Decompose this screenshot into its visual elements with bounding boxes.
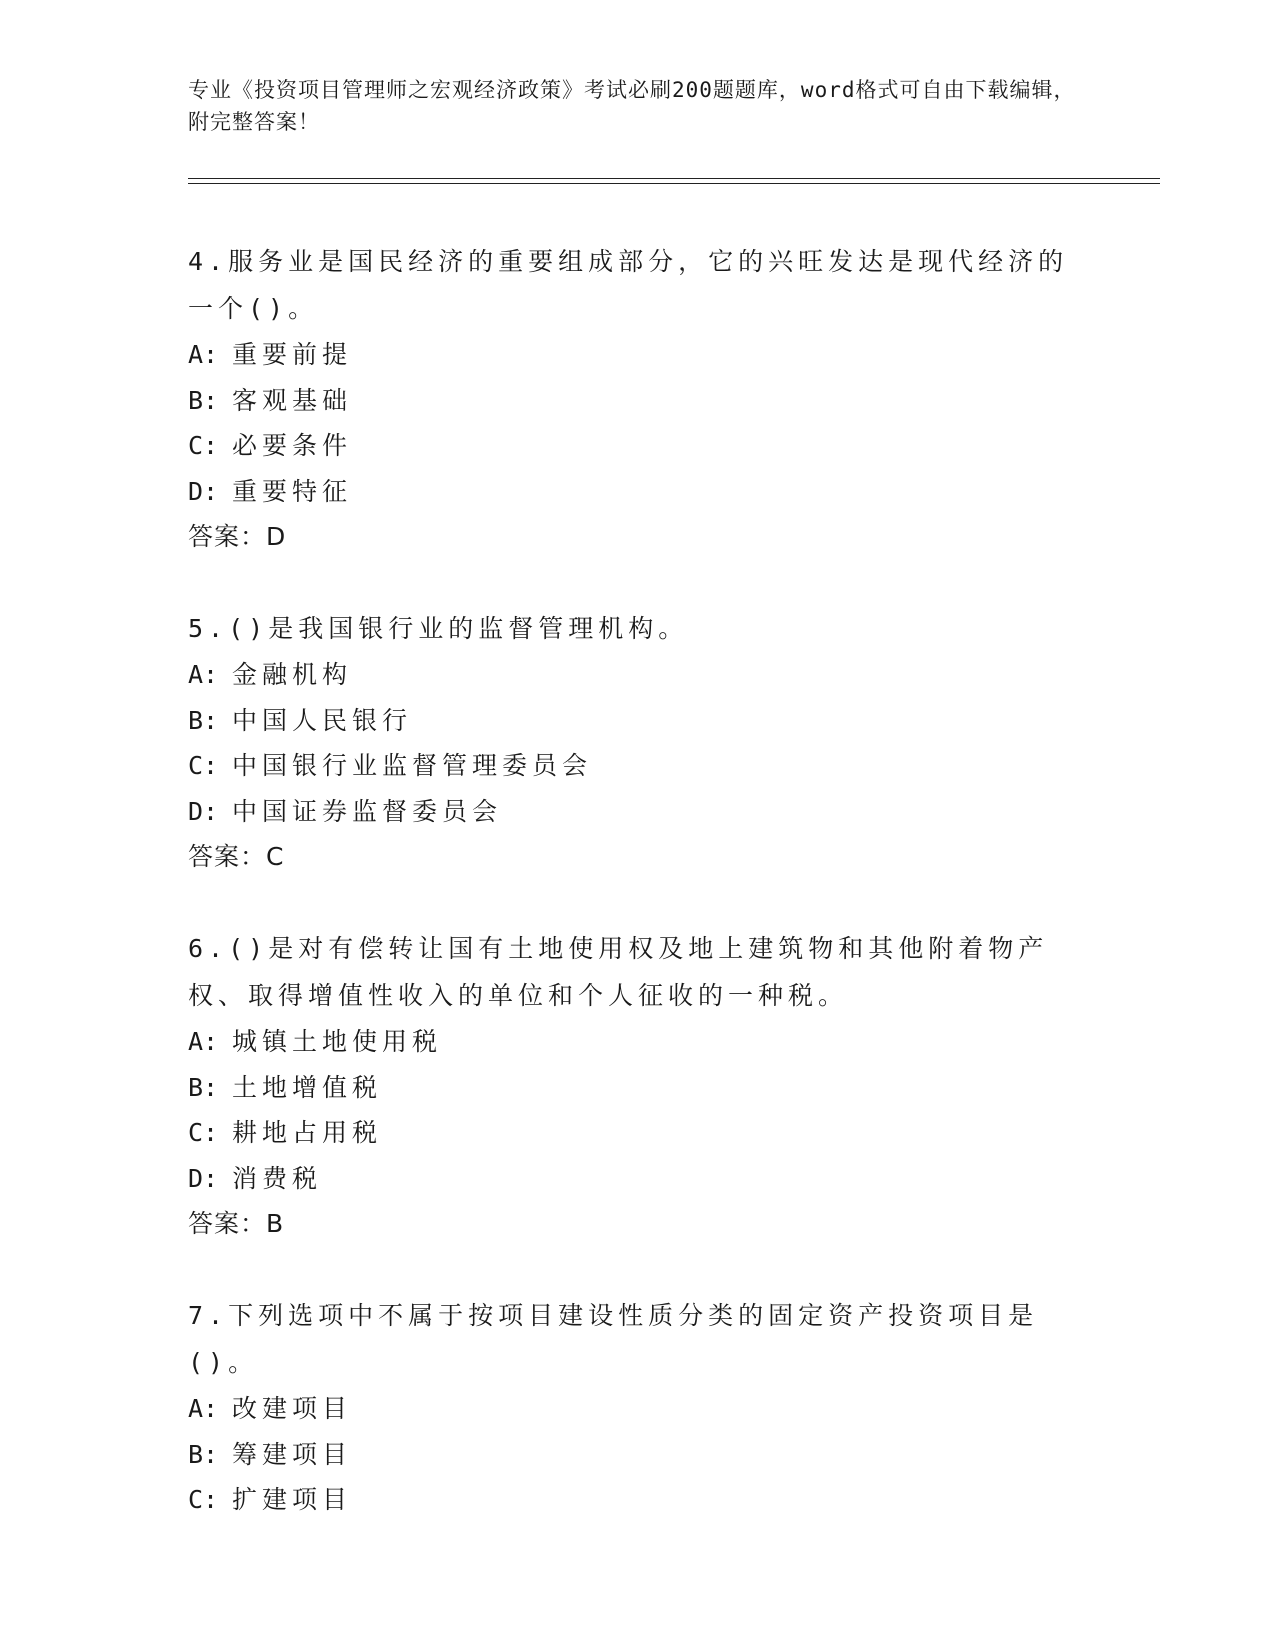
question-stem: 5.()是我国银行业的监督管理机构。 [188, 614, 689, 643]
option-text: 中国银行业监督管理委员会 [232, 751, 593, 780]
question-item [188, 1292, 1088, 1523]
option-text: 金融机构 [232, 660, 353, 689]
option-text: 客观基础 [232, 385, 353, 415]
option-key: C: [188, 431, 219, 460]
option-text: 中国证券监督委员会 [232, 796, 503, 826]
option-key: A: [188, 340, 219, 369]
option-c [188, 743, 1088, 789]
option-text: 必要条件 [232, 431, 353, 460]
answer-line: 答案：D [188, 522, 287, 551]
option-text: 扩建项目 [232, 1485, 353, 1514]
option-a [188, 1019, 1088, 1065]
option-text: 重要前提 [232, 340, 353, 369]
header-divider-bottom [188, 183, 1160, 184]
question-item [188, 925, 1088, 1246]
option-key: C: [188, 1118, 219, 1147]
option-key: D: [188, 796, 219, 826]
option-b [188, 1065, 1088, 1111]
option-c [188, 1477, 1088, 1523]
question-stem: 6.()是对有偿转让国有土地使用权及地上建筑物和其他附着物产权、取得增值性收入的单位和个人征收的一种税。 [188, 934, 1049, 1010]
option-key: C: [188, 751, 219, 780]
option-text: 筹建项目 [232, 1439, 353, 1469]
option-text: 土地增值税 [232, 1072, 383, 1102]
question-item [188, 238, 1088, 559]
option-a [188, 1386, 1088, 1432]
option-key: B: [188, 705, 219, 735]
document-header: 专业《投资项目管理师之宏观经济政策》考试必刷200题题库，word格式可自由下载编辑，附完整答案！ [188, 78, 1076, 134]
option-a [188, 332, 1088, 378]
question-stem: 4.服务业是国民经济的重要组成部分，它的兴旺发达是现代经济的一个()。 [188, 247, 1069, 323]
option-key: B: [188, 385, 219, 415]
option-key: D: [188, 476, 219, 506]
option-key: C: [188, 1485, 219, 1514]
option-text: 城镇土地使用税 [232, 1027, 443, 1056]
question-item [188, 605, 1088, 879]
option-d [188, 1156, 1088, 1202]
answer-line: 答案：C [188, 842, 285, 871]
question-stem: 7.下列选项中不属于按项目建设性质分类的固定资产投资项目是()。 [188, 1301, 1039, 1377]
option-a [188, 652, 1088, 698]
option-key: B: [188, 1439, 219, 1469]
question-list [188, 238, 1088, 1569]
option-text: 中国人民银行 [232, 705, 413, 735]
answer-line: 答案：B [188, 1209, 285, 1238]
option-key: A: [188, 1027, 219, 1056]
option-key: D: [188, 1163, 219, 1193]
option-key: B: [188, 1072, 219, 1102]
option-text: 消费税 [232, 1163, 323, 1193]
option-text: 改建项目 [232, 1394, 353, 1423]
option-text: 重要特征 [232, 476, 353, 506]
option-b [188, 378, 1088, 424]
option-key: A: [188, 660, 219, 689]
option-d [188, 789, 1088, 835]
option-text: 耕地占用税 [232, 1118, 383, 1147]
option-b [188, 1432, 1088, 1478]
option-c [188, 1110, 1088, 1156]
option-b [188, 698, 1088, 744]
option-key: A: [188, 1394, 219, 1423]
option-d [188, 469, 1088, 515]
header-divider-top [188, 178, 1160, 179]
option-c [188, 423, 1088, 469]
